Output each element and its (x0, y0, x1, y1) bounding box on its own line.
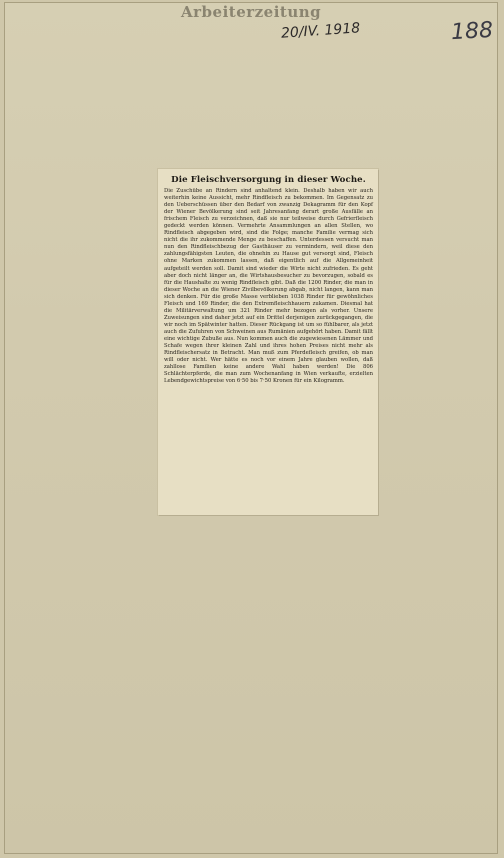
article-headline: Die Fleischversorgung in dieser Woche. (171, 175, 366, 185)
handwritten-date: 20/IV. 1918 (280, 20, 361, 42)
newspaper-clipping (158, 169, 378, 515)
article-body: Die Zuschübe an Rindern sind anhaltend klein. Deshalb haben wir auch weiterhin keine Aussicht, mehr Rindfleisch zu bekommen. Im Gegensatz zu den Ueberschüssen über den Bedarf von zwanzig Dekagramm für den Kopf der Wiener Bevölkerung sind seit Jahresanfang derart große Ausfälle an frischem Fleisch zu verzeichnen, daß sie nur teilweise durch Gefrierfleisch gedeckt werden können. Vermehrte Ansammlungen an allen Stellen, wo Rindfleisch abgegeben wird, sind die Folge; manche Familie vermag sich nicht die ihr zukommende Menge zu beschaffen. Unterdessen versucht man nun den Rindfleischbezug der Gasthäuser zu vermindern, weil diese den zahlungsfähigsten Leuten, die ohnehin zu Hause gut versorgt sind, Fleisch ohne Marken zukommen lassen, daß eigentlich auf die Allgemeinheit aufgeteilt werden soll. Damit sind wieder die Wirte nicht zufrieden. Es geht aber doch nicht länger an, die Wirtshausbesucher zu bevorzugen, sobald es für die Haushalte zu wenig Rindfleisch gibt. Daß die 1200 Rinder, die man in dieser Woche an die Wiener Zivilbevölkerung abgab, nicht langen, kann man sich denken. Für die große Masse verblieben 1038 Rinder für gewöhnliches Fleisch und 169 Rinder, die den Extremfleischhauern zukamen. Diesmal hat die Militärverwaltung um 321 Rinder mehr bezogen als vorher. Unsere Zuweisungen sind daher jetzt auf ein Drittel derjenigen zurückgegangen, die wir noch im Spätwinter hatten. Dieser Rückgang ist um so fühlbarer, als jetzt auch die Zufuhren von Schweinen aus Rumänien aufgehört haben. Damit fällt eine wichtige Zubuße aus. Nun kommen auch die zugewiesenen Lämmer und Schafe wegen ihrer kleinen Zahl und ihres hohen Preises nicht mehr als Rindfleischersatz in Betracht. Man muß zum Pferdefleisch greifen, ob man will oder nicht. Wer hätte es noch vor einem Jahre glauben wollen, daß zahllose Familien keine andere Wahl haben werden! Die 806 Schlächterpferde, die man zum Wochenanfang in Wien verkaufte, erzielten Lebendgewichtspreise von 6·50 bis 7·50 Kronen für ein Kilogramm. (164, 188, 373, 385)
handwritten-page-number: 188 (450, 17, 494, 46)
archive-sheet (4, 2, 498, 854)
newspaper-name-stamp: Arbeiterzeitung (181, 3, 322, 21)
